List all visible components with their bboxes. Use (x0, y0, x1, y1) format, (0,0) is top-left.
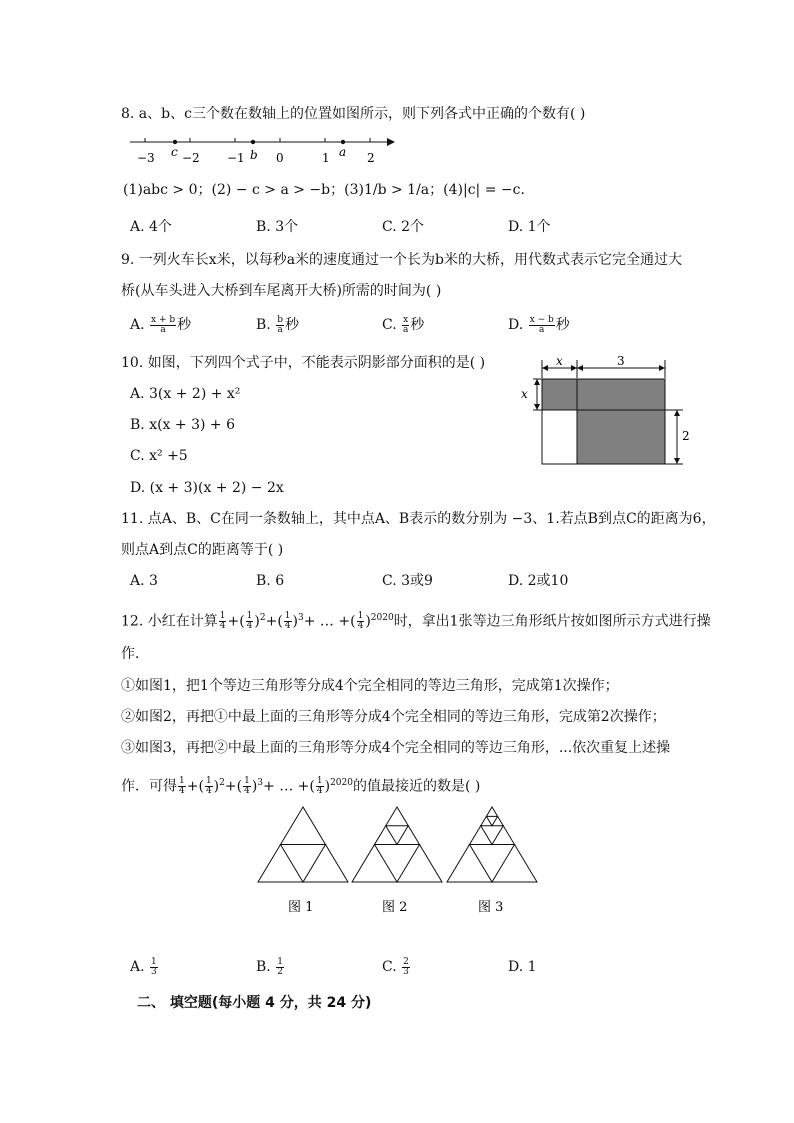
q12-figures (250, 800, 550, 920)
fraction: $\frac{1}{4}$ (284, 611, 291, 632)
option-label: C. (382, 317, 397, 333)
point-label: a (339, 145, 347, 159)
q8-option-d[interactable]: D. 1个 (508, 219, 551, 235)
q9-stem-line1: 9. 一列火车长x米，以每秒a米的速度通过一个长为b米的大桥，用代数式表示它完全通过大 (121, 252, 683, 268)
q11-option-b[interactable]: B. 6 (256, 573, 285, 589)
tick-label: 1 (322, 151, 330, 165)
figure-label: 图 2 (382, 900, 408, 915)
point-label: c (171, 145, 178, 159)
tick-label: −2 (182, 151, 200, 165)
q12-option-d[interactable]: D. 1 (508, 959, 537, 975)
q11-option-d[interactable]: D. 2或10 (508, 573, 569, 589)
option-label: D. (508, 959, 524, 975)
q10-option-b[interactable]: B. x(x + 3) + 6 (130, 417, 235, 433)
q12-stem-line2: 作． (121, 646, 149, 662)
q12-step3: ③如图3，再把②中最上面的三角形等分成4个完全相同的等边三角形，...依次重复上述操 (121, 740, 671, 756)
fraction: $\frac{1}{4}$ (316, 776, 323, 797)
fraction: $\frac{2}{3}$ (403, 956, 409, 977)
q12-stem-line3: 作．可得 $\frac{1}{4}$ +( $\frac{1}{4}$ )$^2$+( $\frac{1}{4}$ )$^3$+ … +( $\frac{1}{4}$ )$^{2020}$的值最接近的数是( ) (121, 776, 481, 797)
triangle-figure-2 (352, 807, 442, 882)
point-c (173, 140, 177, 144)
fraction: $\frac{1}{4}$ (205, 776, 212, 797)
dim-label: x (556, 354, 563, 368)
fraction: $\frac{b}{a}$ (277, 314, 283, 335)
point-label: b (250, 148, 258, 162)
fraction: $\frac{x}{a}$ (402, 314, 409, 335)
figure-label: 图 3 (478, 900, 504, 915)
q12-option-c[interactable] (382, 957, 411, 977)
q9-option-c[interactable]: C. $\frac{x}{a}$ 秒 (382, 314, 425, 335)
axis-ticks (145, 138, 370, 142)
option-label: D. (508, 317, 524, 333)
fraction: $\frac{1}{4}$ (244, 776, 250, 797)
q11-stem-line2: 则点A到点C的距离等于( ) (121, 542, 284, 558)
tick-label: 0 (276, 151, 284, 165)
dim-label: 2 (682, 429, 690, 443)
q8-items: (1)abc > 0；(2) − c > a > −b；(3)1/b > 1/a；(4)|c| = −c． (123, 182, 535, 198)
tick-label: −3 (137, 151, 155, 165)
q10-option-c[interactable]: C. x² +5 (130, 448, 188, 464)
triangle-figure-3 (447, 807, 537, 882)
q11-option-c[interactable]: C. 3或9 (382, 573, 433, 589)
fraction: $\frac{1}{4}$ (179, 776, 185, 797)
dim-label: x (521, 387, 528, 401)
q8-option-b[interactable]: B. 3个 (256, 219, 299, 235)
q12-option-b[interactable] (256, 957, 285, 977)
q10-figure (515, 352, 700, 472)
tick-label: 2 (367, 151, 375, 165)
q10-stem: 10. 如图，下列四个式子中，不能表示阴影部分面积的是( ) (121, 355, 486, 371)
figure-label: 图 1 (288, 900, 314, 915)
q12-option-a[interactable] (130, 957, 159, 977)
fraction: $\frac{1}{4}$ (246, 611, 253, 632)
q10-option-d[interactable]: D. (x + 3)(x + 2) − 2x (130, 480, 284, 496)
q11-stem-line1: 11. 点A、B、C在同一条数轴上，其中点A、B表示的数分别为 −3、1.若点B到点C的距离为6， (121, 511, 716, 527)
option-label: A. (130, 317, 145, 333)
triangle-figure-1 (258, 807, 348, 882)
q8-option-c[interactable]: C. 2个 (382, 219, 425, 235)
section-2-heading: 二、 填空题(每小题 4 分，共 24 分) (137, 995, 372, 1011)
option-label: B. (256, 317, 271, 333)
q9-option-a[interactable]: A. $\frac{x + b}{a}$ 秒 (130, 314, 192, 335)
q12-step1: ①如图1，把1个等边三角形等分成4个完全相同的等边三角形，完成第1次操作； (121, 678, 619, 694)
tick-label: −1 (227, 151, 245, 165)
fraction: $\frac{1}{3}$ (151, 956, 157, 977)
option-label: A. (130, 959, 145, 975)
q9-option-d[interactable]: D. $\frac{x - b}{a}$ 秒 (508, 314, 570, 335)
q8-number-line (125, 130, 405, 170)
q9-option-b[interactable]: B. $\frac{b}{a}$ 秒 (256, 314, 299, 335)
q12-step2: ②如图2，再把①中最上面的三角形等分成4个完全相同的等边三角形，完成第2次操作； (121, 709, 666, 725)
fraction: $\frac{1}{4}$ (357, 611, 364, 632)
fraction: $\frac{1}{2}$ (277, 956, 283, 977)
point-a (341, 140, 345, 144)
q9-stem-line2: 桥(从车头进入大桥到车尾离开大桥)所需的时间为( ) (121, 283, 442, 299)
q10-option-a[interactable]: A. 3(x + 2) + x² (130, 386, 241, 402)
fraction: $\frac{x - b}{a}$ (529, 314, 554, 335)
fraction: $\frac{x + b}{a}$ (151, 314, 176, 335)
option-label: C. (382, 959, 397, 975)
q12-stem-line1: 12. 小红在计算 $\frac{1}{4}$ +( $\frac{1}{4}$ )$^2$+( $\frac{1}{4}$ )$^3$+ … +( $\frac{1}{4}$ )$^{2020}$时，拿出1张等边三角形纸片按如图所示方式进行操 (121, 611, 711, 632)
q11-option-a[interactable]: A. 3 (130, 573, 158, 589)
q8-option-a[interactable]: A. 4个 (130, 219, 172, 235)
option-label: B. (256, 959, 271, 975)
dim-label: 3 (617, 354, 625, 368)
fraction: $\frac{1}{4}$ (219, 611, 226, 632)
point-b (251, 140, 255, 144)
q8-stem: 8. a、b、c三个数在数轴上的位置如图所示，则下列各式中正确的个数有( ) (121, 106, 586, 122)
